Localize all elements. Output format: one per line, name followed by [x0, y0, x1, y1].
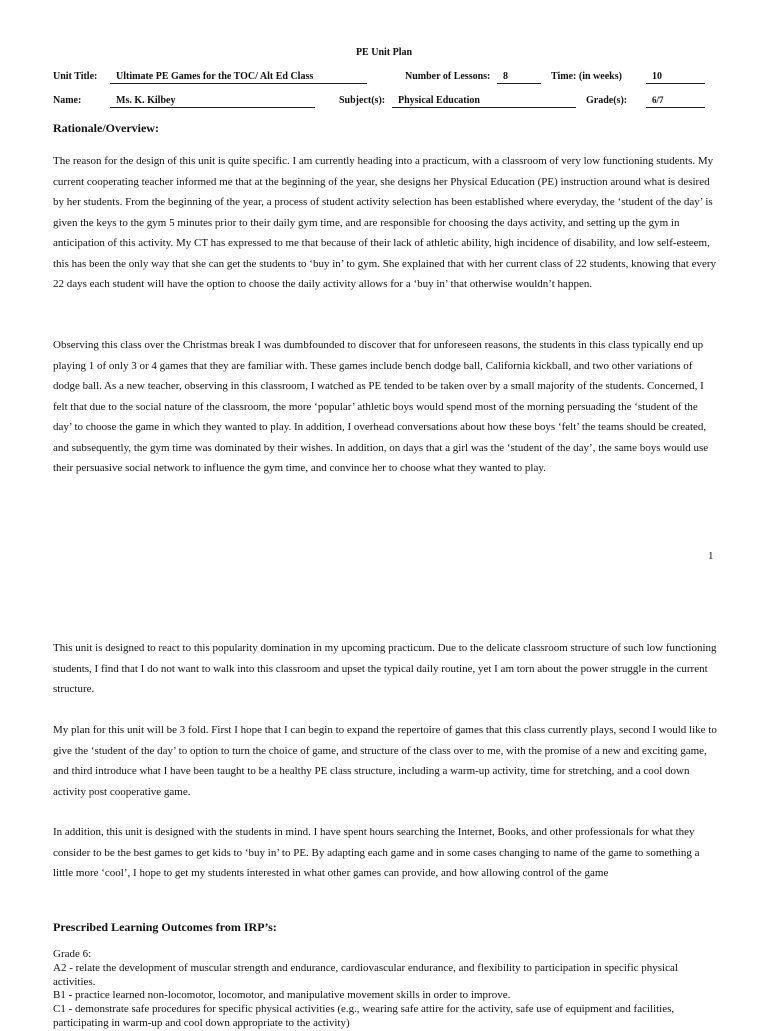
grades-label: Grade(s):	[586, 95, 628, 106]
num-lessons-value: 8	[497, 70, 541, 84]
outcome-item-c1: C1 - demonstrate safe procedures for specific physical activities (e.g., wearing safe attire for the activity, safe use of equipment and facilities, participating in warm-up and cool down appropriate to the activity)	[53, 1003, 675, 1029]
paragraph-rationale-4: My plan for this unit will be 3 fold. First I hope that I can begin to expand the repertoire of games that this class currently plays, second I would like to give the ‘student of the day’ to option to turn the choice of game, and structure of the class over to me, with the promise of a new and exciting game, and third introduce what I have been taught to be a healthy PE class structure, including a warm-up activity, time for stretching, and a cool down activity post cooperative game.	[53, 724, 717, 798]
time-label: Time: (in weeks)	[551, 71, 622, 82]
time-value: 10	[646, 70, 705, 84]
paragraph-rationale-2: Observing this class over the Christmas break I was dumbfounded to discover that for unforeseen reasons, the students in this class typically end up playing 1 of only 3 or 4 games that they are familiar with. These games include bench dodge ball, California kickball, and two other variations of dodge ball. As a new teacher, observing in this classroom, I watched as PE tended to be taken over by a small majority of the students. Concerned, I felt that due to the social nature of the classroom, the more ‘popular’ athletic boys would spend most of the morning persuading the ‘student of the day’ to choose the game in which they wanted to play. In addition, I overhead conversations about how these boys ‘felt’ the teams should be created, and subsequently, the gym time was dominated by their wishes. In addition, on days that a girl was the ‘student of the day’, the same boys would use their persuasive social network to influence the gym time, and convince her to choose what they wanted to play.	[53, 339, 709, 474]
subjects-value: Physical Education	[392, 94, 576, 108]
num-lessons-label: Number of Lessons:	[405, 71, 491, 82]
document-title: PE Unit Plan	[355, 47, 413, 58]
outcome-item-b1: B1 - practice learned non-locomotor, locomotor, and manipulative movement skills in order to improve.	[53, 989, 511, 1002]
rationale-heading: Rationale/Overview:	[53, 121, 159, 135]
name-value: Ms. K. Kilbey	[110, 94, 315, 108]
page-number: 1	[708, 550, 714, 562]
outcomes-grade-label: Grade 6:	[53, 948, 92, 960]
outcome-item-a2: A2 - relate the development of muscular strength and endurance, cardiovascular endurance, and flexibility to participation in specific physical activities.	[53, 961, 678, 988]
paragraph-rationale-1: The reason for the design of this unit is quite specific. I am currently heading into a practicum, with a classroom of very low functioning students. My current cooperating teacher informed me that at the beginning of the year, she designs her Physical Education (PE) instruction around what is desired by her students. From the beginning of the year, a process of student activity selection has been established where everyday, the ‘student of the day’ is given the keys to the gym 5 minutes prior to their daily gym time, and are responsible for choosing the days activity, and setting up the gym in anticipation of this activity. My CT has expressed to me that because of their lack of athletic ability, high incidence of disability, and low self-esteem, this has been the only way that she can get the students to ‘buy in’ to gym. She explained that with her current class of 22 students, knowing that every 22 days each student will have the option to choose the daily activity allows for a ‘buy in’ that otherwise wouldn’t happen.	[53, 155, 717, 290]
grades-value: 6/7	[646, 94, 705, 108]
name-label: Name:	[53, 95, 82, 106]
outcomes-heading: Prescribed Learning Outcomes from IRP’s:	[53, 920, 277, 934]
paragraph-rationale-3: This unit is designed to react to this popularity domination in my upcoming practicum. Due to the delicate classroom structure of such low functioning students, I find that I do not want to walk into this classroom and upset the typical daily routine, yet I am torn about the power struggle in the current structure.	[53, 642, 717, 695]
outcomes-list	[53, 948, 717, 1031]
subjects-label: Subject(s):	[339, 95, 386, 106]
unit-title-label: Unit Title:	[53, 71, 98, 82]
paragraph-rationale-5: In addition, this unit is designed with the students in mind. I have spent hours searching the Internet, Books, and other professionals for what they consider to be the best games to get kids to ‘buy in’ to PE. By adapting each game and in some cases changing to name of the game to something a little more ‘cool’, I hope to get my students interested in what other games can provide, and how allowing control of the game	[53, 826, 700, 879]
unit-title-value: Ultimate PE Games for the TOC/ Alt Ed Class	[110, 70, 367, 84]
